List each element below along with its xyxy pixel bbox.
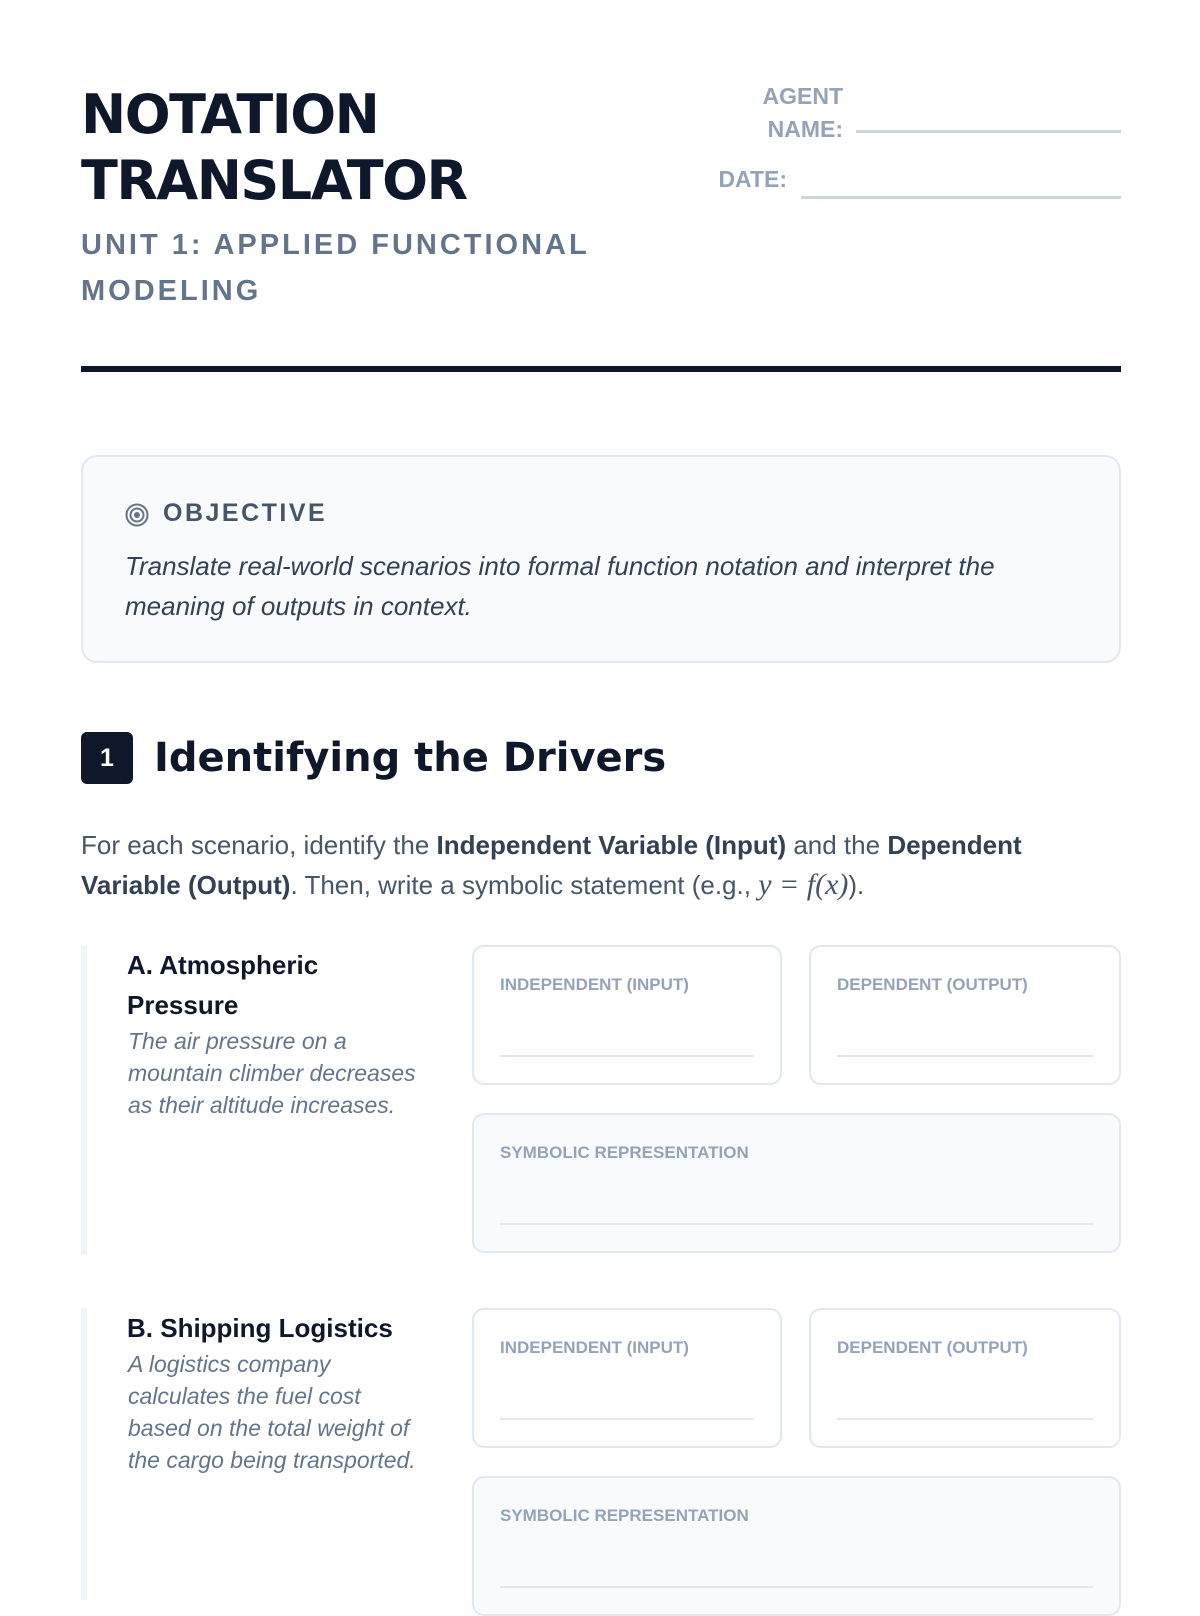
dependent-field-label: DEPENDENT (OUTPUT) [837,1338,1028,1357]
target-icon [125,503,149,527]
scenario-description: The air pressure on a mountain climber decreases as their altitude increases. [128,1028,416,1118]
answer-line [837,1055,1093,1057]
independent-input-field[interactable] [472,1308,782,1448]
page-title-line-2: TRANSLATOR [81,149,467,212]
scenario-card [81,945,1121,1255]
objective-box [81,455,1121,663]
example-equation: y = f(x) [758,868,849,901]
dependent-output-field[interactable] [809,945,1121,1085]
agent-name-field[interactable] [856,130,1121,133]
header-divider [81,366,1121,372]
objective-text: Translate real-world scenarios into formal function notation and interpret the meaning of outputs in context. [125,551,995,621]
answer-line [500,1055,754,1057]
scenario-accent-bar [81,945,87,1255]
answer-line [837,1418,1093,1420]
independent-field-label: INDEPENDENT (INPUT) [500,975,689,994]
answer-line [500,1586,1093,1588]
scenario-description: A logistics company calculates the fuel cost based on the total weight of the cargo being transported. [128,1351,416,1473]
dependent-output-field[interactable] [809,1308,1121,1448]
dependent-field-label: DEPENDENT (OUTPUT) [837,975,1028,994]
date-field[interactable] [801,196,1121,199]
scenario-card [81,1308,1121,1600]
independent-input-field[interactable] [472,945,782,1085]
section-number-badge: 1 [81,732,133,784]
objective-heading: OBJECTIVE [163,499,328,527]
scenario-title: A. Atmospheric Pressure [127,950,319,1020]
symbolic-representation-field[interactable] [472,1476,1121,1616]
answer-line [500,1223,1093,1225]
scenario-title: B. Shipping Logistics [127,1313,393,1343]
page-title-line-1: NOTATION [81,83,379,146]
independent-variable-term: Independent Variable (Input) [436,830,787,860]
page-subtitle: UNIT 1: APPLIED FUNCTIONAL MODELING [81,229,590,307]
date-label: DATE: [718,166,787,192]
scenario-accent-bar [81,1308,87,1600]
section-title: Identifying the Drivers [154,735,667,781]
section-instructions: For each scenario, identify the Independent Variable (Input) and the Dependent Variable (Output). Then, write a symbolic statement (e.g., y = f(x)). [81,830,1022,901]
symbolic-representation-field[interactable] [472,1113,1121,1253]
independent-field-label: INDEPENDENT (INPUT) [500,1338,689,1357]
dependent-variable-term: Dependent Variable (Output) [81,830,1022,900]
symbolic-field-label: SYMBOLIC REPRESENTATION [500,1143,749,1162]
agent-name-label: AGENT NAME: [762,83,843,142]
symbolic-field-label: SYMBOLIC REPRESENTATION [500,1506,749,1525]
answer-line [500,1418,754,1420]
